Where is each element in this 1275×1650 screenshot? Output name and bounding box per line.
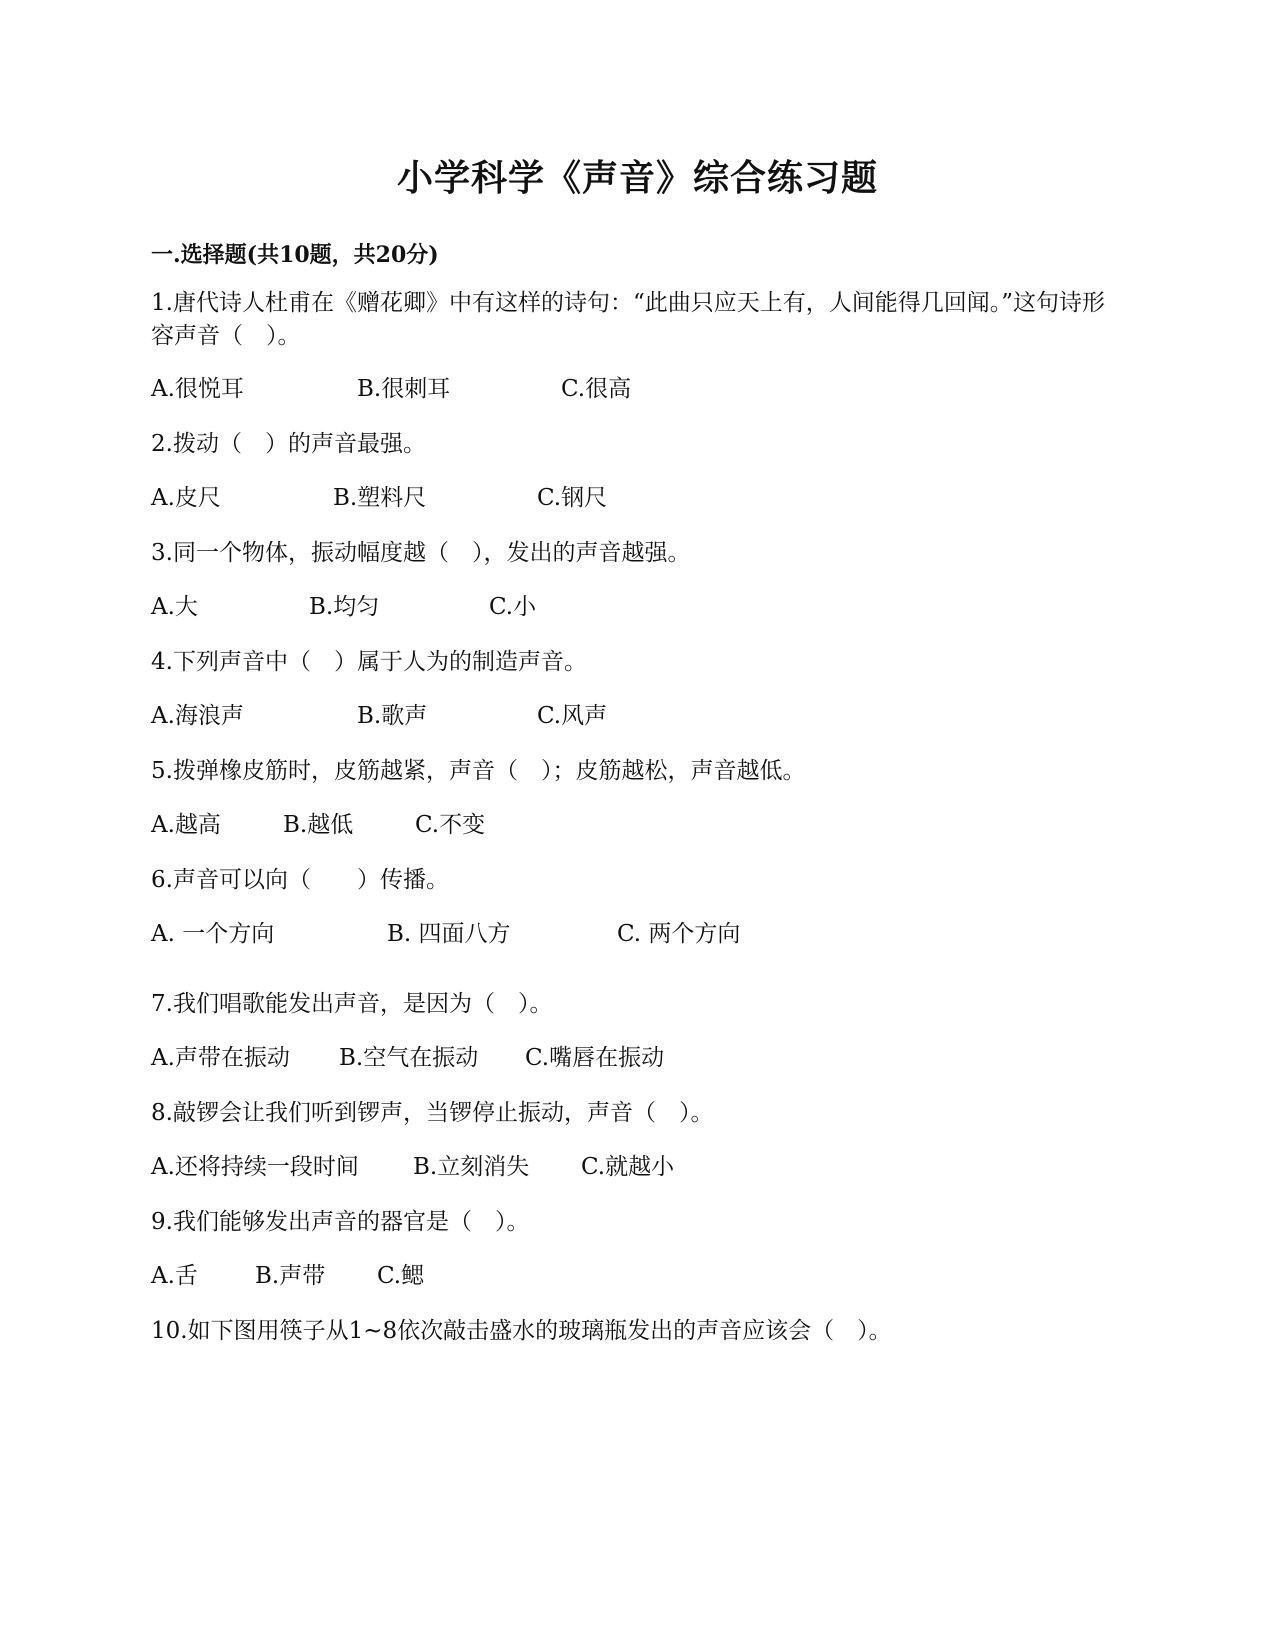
- question-8-stem: 8.敲锣会让我们听到锣声，当锣停止振动，声音（ ）。: [151, 1100, 714, 1126]
- question-2-stem: 2.拨动（ ）的声音最强。: [151, 431, 426, 457]
- option-b: B.均匀: [309, 594, 380, 620]
- option-b: B. 四面八方: [387, 921, 511, 947]
- question-5-stem: 5.拨弹橡皮筋时，皮筋越紧，声音（ ）；皮筋越松，声音越低。: [151, 758, 806, 784]
- question-9-options: [151, 1261, 1151, 1291]
- question-9-stem: 9.我们能够发出声音的器官是（ ）。: [151, 1209, 530, 1235]
- question-1-options: [151, 374, 1151, 404]
- question-1-stem: 1.唐代诗人杜甫在《赠花卿》中有这样的诗句：“此曲只应天上有，人间能得几回闻。”这句诗形容声音（ ）。: [151, 290, 1105, 349]
- option-a: A.还将持续一段时间: [151, 1154, 359, 1180]
- option-b: B.立刻消失: [413, 1154, 530, 1180]
- option-a: A.舌: [151, 1263, 198, 1289]
- option-c: C. 两个方向: [617, 921, 741, 947]
- option-b: B.声带: [255, 1263, 326, 1289]
- question-3-options: [151, 592, 1151, 622]
- option-c: C.嘴唇在振动: [525, 1045, 665, 1071]
- option-a: A.大: [151, 594, 198, 620]
- question-7-stem: 7.我们唱歌能发出声音，是因为（ ）。: [151, 991, 553, 1017]
- option-c: C.就越小: [581, 1154, 675, 1180]
- question-5-options: [151, 810, 1151, 840]
- option-c: C.风声: [537, 703, 608, 729]
- question-4-stem: 4.下列声音中（ ）属于人为的制造声音。: [151, 649, 587, 675]
- option-b: B.塑料尺: [333, 485, 427, 511]
- option-a: A.声带在振动: [151, 1045, 290, 1071]
- option-c: C.很高: [561, 376, 632, 402]
- page-title: 小学科学《声音》综合练习题: [396, 157, 878, 199]
- question-10-stem: 10.如下图用筷子从1~8依次敲击盛水的玻璃瓶发出的声音应该会（ ）。: [151, 1318, 892, 1344]
- option-b: B.歌声: [357, 703, 428, 729]
- option-c: C.钢尺: [537, 485, 608, 511]
- question-3-stem: 3.同一个物体，振动幅度越（ ），发出的声音越强。: [151, 540, 691, 566]
- question-6-stem: 6.声音可以向（ ）传播。: [151, 867, 449, 893]
- question-6-options: [151, 919, 1151, 949]
- question-2-options: [151, 483, 1151, 513]
- option-b: B.越低: [283, 812, 354, 838]
- option-a: A.海浪声: [151, 703, 244, 729]
- option-c: C.小: [489, 594, 537, 620]
- option-a: A.皮尺: [151, 485, 221, 511]
- question-7-options: [151, 1043, 1151, 1073]
- option-c: C.不变: [415, 812, 486, 838]
- option-c: C.鳃: [377, 1263, 425, 1289]
- question-4-options: [151, 701, 1151, 731]
- option-b: B.很刺耳: [357, 376, 451, 402]
- option-a: A.越高: [151, 812, 221, 838]
- option-b: B.空气在振动: [339, 1045, 479, 1071]
- option-a: A.很悦耳: [151, 376, 244, 402]
- option-a: A. 一个方向: [151, 921, 275, 947]
- section-heading: 一.选择题(共10题，共20分): [151, 242, 439, 268]
- question-8-options: [151, 1152, 1151, 1182]
